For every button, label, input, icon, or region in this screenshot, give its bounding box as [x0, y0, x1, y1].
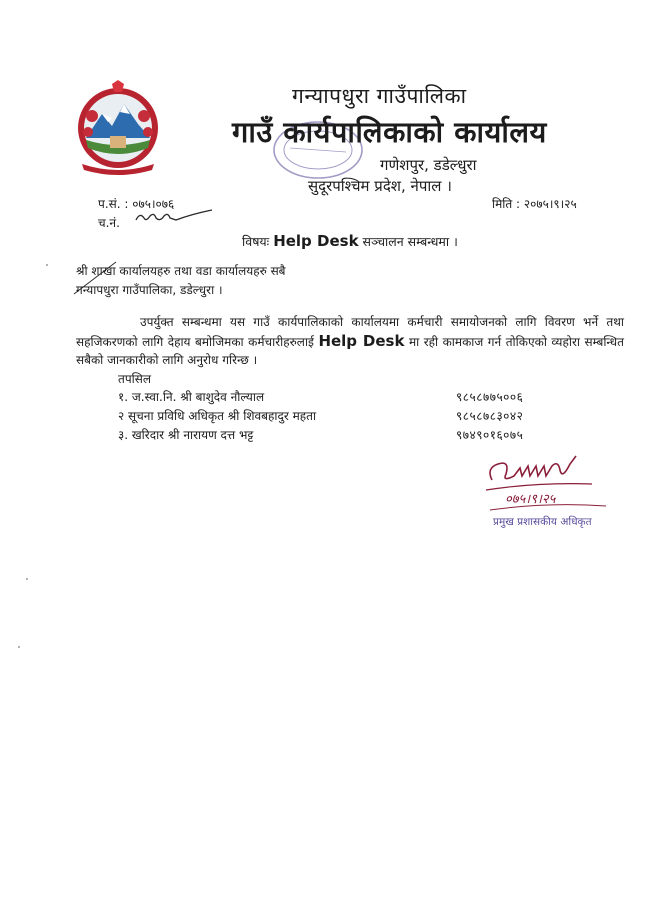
list-item — [118, 426, 568, 445]
list-heading: तपसिल — [118, 372, 152, 386]
staff-name: १. ज.स्वा.नि. श्री बाशुदेव नौल्याल — [118, 390, 265, 404]
office-province: सुदूरपश्चिम प्रदेश, नेपाल । — [308, 177, 452, 195]
staff-list — [118, 388, 568, 445]
staff-phone: ९७४९०१६०७५ — [456, 428, 524, 442]
scan-speck — [18, 646, 20, 648]
subject-help-desk: Help Desk — [273, 232, 359, 250]
list-item — [118, 407, 568, 426]
handwritten-dispatch-number — [132, 208, 214, 226]
dispatch-number-label: च.नं. — [98, 216, 120, 230]
reference-number: प.सं. : ०७५।०७६ — [98, 197, 175, 211]
body-part-1: उपर्युक्त सम्बन्धमा यस गाउँ कार्यपालिकाको कार्यालयमा कर्मचारी समायोजनको लागि विवरण भर्ने तथा सहजिकरणको लागि देहाय बमोजिमका कर्मचारीहरुलाई — [76, 315, 624, 349]
scan-speck — [26, 578, 28, 580]
signatory-title: प्रमुख प्रशासकीय अधिकृत — [493, 516, 592, 528]
municipality-name: गन्यापधुरा गाउँपालिका — [292, 84, 467, 108]
office-location: गणेशपुर, डडेल्धुरा — [380, 156, 477, 174]
list-item — [118, 388, 568, 407]
letter-body — [76, 313, 624, 370]
staff-phone: ९८५८७७५००६ — [456, 390, 524, 404]
nepal-emblem-icon — [72, 80, 164, 176]
letter-date: मिति : २०७५।९।२५ — [492, 197, 577, 211]
scan-speck — [46, 264, 48, 266]
staff-name: ३. खरिदार श्री नारायण दत्त भट्ट — [118, 428, 254, 442]
recipient-line-1: श्री शाखा कार्यालयहरु तथा वडा कार्यालयहरु सबै — [76, 264, 286, 278]
subject-rest: सञ्चालन सम्बन्धमा । — [362, 234, 458, 249]
subject-label: विषयः — [242, 234, 270, 249]
subject-line — [242, 232, 458, 250]
signature-date: ०७५।९।२५ — [505, 492, 556, 507]
staff-name: २ सूचना प्रविधि अधिकृत श्री शिवबहादुर महता — [118, 409, 317, 423]
staff-phone: ९८५८७८३०४२ — [456, 409, 524, 423]
office-name: गाउँ कार्यपालिकाको कार्यालय — [232, 115, 547, 149]
body-part-2: मा रही कामकाज गर्न तोकिएको व्यहोरा सम्बन्धित सबैको जानकारीको लागि अनुरोध गरिन्छ । — [76, 334, 624, 367]
body-help-desk: Help Desk — [318, 331, 405, 350]
recipient-line-2: गन्यापधुरा गाउँपालिका, डडेल्धुरा । — [76, 283, 223, 297]
